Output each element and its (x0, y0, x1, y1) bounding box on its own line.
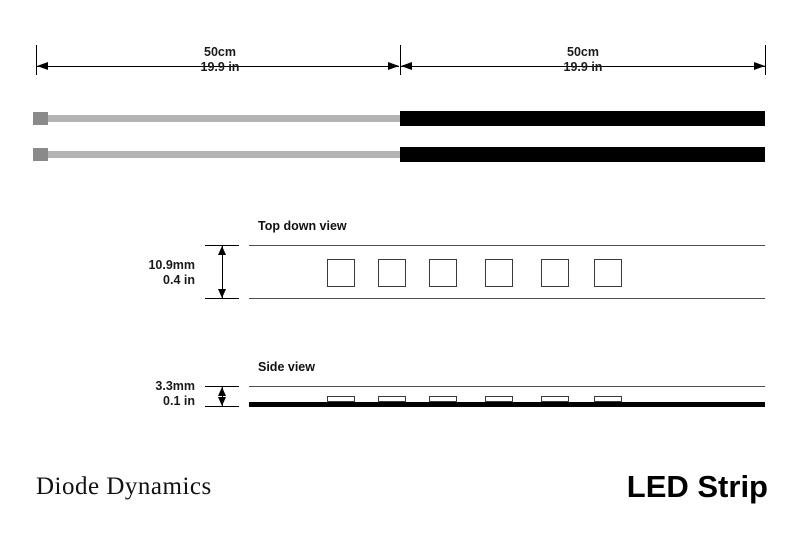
dimension-label-right: 50cm 19.9 in (563, 45, 603, 74)
dimension-label-left: 50cm 19.9 in (200, 45, 240, 74)
width-arrowhead-up (218, 246, 226, 255)
side-edge-upper (249, 386, 765, 387)
thickness-cap-lower (205, 406, 239, 407)
led-strip-body-bottom (400, 147, 765, 162)
top-down-edge-lower (249, 298, 765, 299)
led-chip (541, 259, 569, 287)
dimension-tick-right (765, 45, 766, 75)
led-chip-side (485, 396, 513, 402)
arrowhead-right-end (754, 62, 765, 70)
dimension-tick-left (36, 45, 37, 75)
arrowhead-right-start (401, 62, 412, 70)
wire-lead-bottom (48, 151, 400, 158)
thickness-arrowhead-down (218, 397, 226, 406)
led-chip (485, 259, 513, 287)
led-strip-body-top (400, 111, 765, 126)
top-down-edge-upper (249, 245, 765, 246)
thickness-label: 3.3mm 0.1 in (155, 379, 195, 408)
led-chip (378, 259, 406, 287)
side-strip-base (249, 402, 765, 407)
product-title: LED Strip (626, 469, 768, 504)
width-cap-lower (205, 298, 239, 299)
led-chip (327, 259, 355, 287)
top-down-view-title: Top down view (258, 219, 347, 233)
led-chip (594, 259, 622, 287)
led-chip (429, 259, 457, 287)
led-chip-side (378, 396, 406, 402)
arrowhead-left-start (37, 62, 48, 70)
led-chip-side (327, 396, 355, 402)
width-arrowhead-down (218, 289, 226, 298)
brand-logo-text: Diode Dynamics (36, 473, 212, 500)
side-view-title: Side view (258, 360, 315, 374)
dimension-tick-middle (400, 45, 401, 75)
wire-terminal-bottom (33, 148, 48, 161)
led-chip-side (594, 396, 622, 402)
thickness-arrowhead-up (218, 387, 226, 396)
wire-terminal-top (33, 112, 48, 125)
wire-lead-top (48, 115, 400, 122)
width-label: 10.9mm 0.4 in (148, 258, 195, 287)
led-chip-side (429, 396, 457, 402)
arrowhead-left-end (388, 62, 399, 70)
led-chip-side (541, 396, 569, 402)
